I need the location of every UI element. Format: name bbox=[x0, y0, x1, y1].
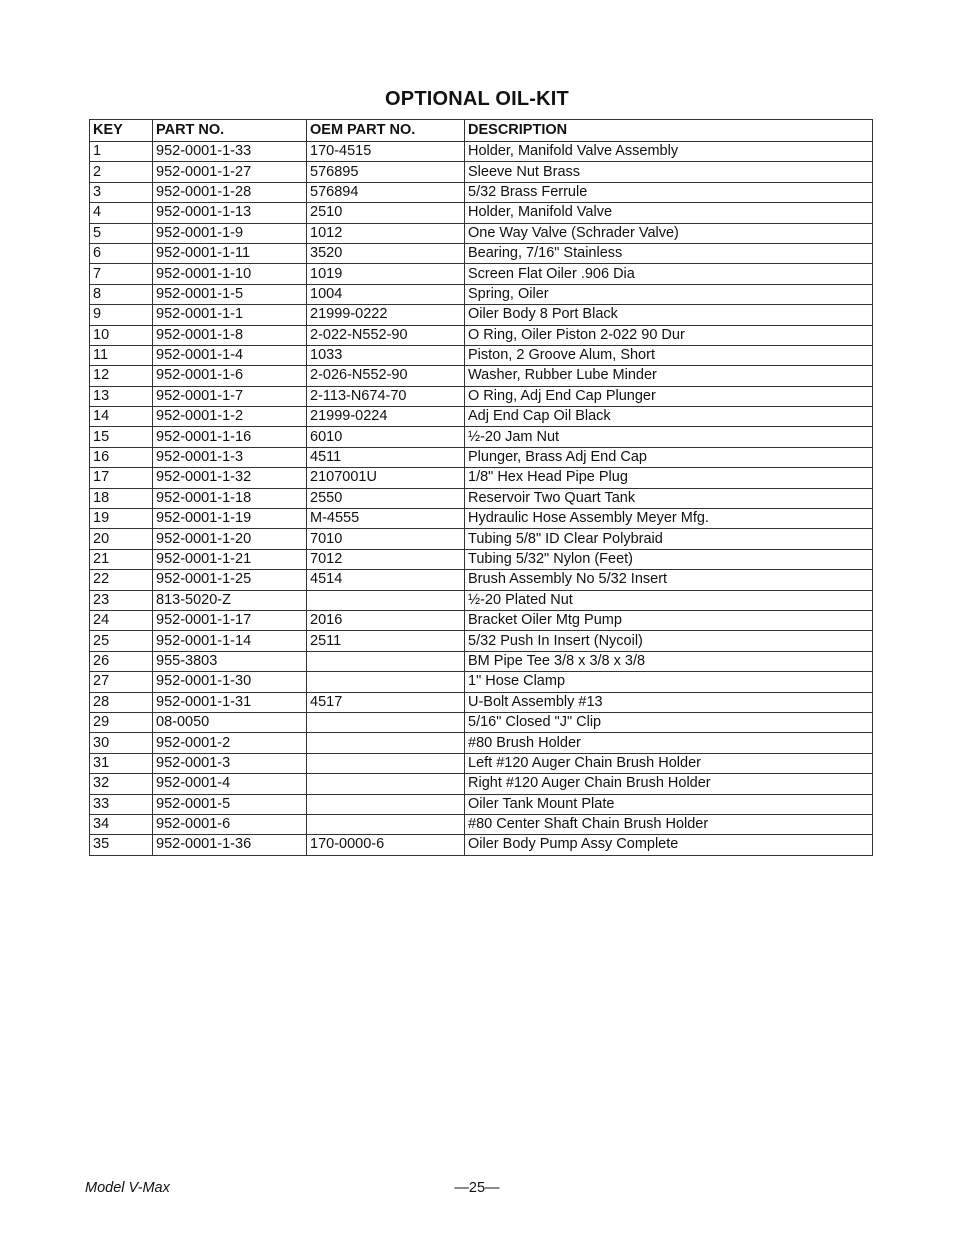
cell-description: O Ring, Oiler Piston 2-022 90 Dur bbox=[465, 325, 873, 345]
cell-oem-part-no: 7010 bbox=[307, 529, 465, 549]
cell-part-no: 952-0001-1-28 bbox=[153, 182, 307, 202]
cell-description: Washer, Rubber Lube Minder bbox=[465, 366, 873, 386]
parts-table bbox=[89, 119, 873, 856]
cell-part-no: 952-0001-1-16 bbox=[153, 427, 307, 447]
cell-oem-part-no bbox=[307, 794, 465, 814]
cell-oem-part-no: 2107001U bbox=[307, 468, 465, 488]
cell-key: 18 bbox=[90, 488, 153, 508]
cell-part-no: 952-0001-1-27 bbox=[153, 162, 307, 182]
cell-description: Oiler Tank Mount Plate bbox=[465, 794, 873, 814]
table-row bbox=[90, 142, 873, 162]
cell-key: 32 bbox=[90, 774, 153, 794]
cell-key: 7 bbox=[90, 264, 153, 284]
table-row bbox=[90, 223, 873, 243]
cell-oem-part-no: 21999-0222 bbox=[307, 305, 465, 325]
column-header-oem-part-no: OEM PART NO. bbox=[307, 120, 465, 142]
cell-part-no: 952-0001-1-13 bbox=[153, 203, 307, 223]
cell-oem-part-no: 7012 bbox=[307, 549, 465, 569]
table-row bbox=[90, 529, 873, 549]
parts-table-body bbox=[90, 142, 873, 856]
cell-part-no: 955-3803 bbox=[153, 651, 307, 671]
cell-description: 1/8" Hex Head Pipe Plug bbox=[465, 468, 873, 488]
table-row bbox=[90, 509, 873, 529]
cell-oem-part-no: 2-026-N552-90 bbox=[307, 366, 465, 386]
cell-description: Holder, Manifold Valve Assembly bbox=[465, 142, 873, 162]
cell-part-no: 952-0001-1-6 bbox=[153, 366, 307, 386]
cell-key: 29 bbox=[90, 712, 153, 732]
cell-key: 31 bbox=[90, 753, 153, 773]
table-row bbox=[90, 570, 873, 590]
table-row bbox=[90, 243, 873, 263]
cell-key: 8 bbox=[90, 284, 153, 304]
cell-description: BM Pipe Tee 3/8 x 3/8 x 3/8 bbox=[465, 651, 873, 671]
cell-part-no: 952-0001-1-33 bbox=[153, 142, 307, 162]
cell-part-no: 952-0001-1-8 bbox=[153, 325, 307, 345]
cell-oem-part-no: 4517 bbox=[307, 692, 465, 712]
cell-key: 30 bbox=[90, 733, 153, 753]
cell-description: Tubing 5/32" Nylon (Feet) bbox=[465, 549, 873, 569]
table-row bbox=[90, 203, 873, 223]
footer-model: Model V-Max bbox=[85, 1180, 170, 1196]
cell-description: ½-20 Plated Nut bbox=[465, 590, 873, 610]
cell-key: 17 bbox=[90, 468, 153, 488]
cell-key: 35 bbox=[90, 835, 153, 855]
cell-key: 2 bbox=[90, 162, 153, 182]
cell-description: O Ring, Adj End Cap Plunger bbox=[465, 386, 873, 406]
table-row bbox=[90, 468, 873, 488]
cell-key: 15 bbox=[90, 427, 153, 447]
cell-oem-part-no: 1004 bbox=[307, 284, 465, 304]
cell-key: 9 bbox=[90, 305, 153, 325]
table-row bbox=[90, 549, 873, 569]
table-row bbox=[90, 407, 873, 427]
cell-description: Hydraulic Hose Assembly Meyer Mfg. bbox=[465, 509, 873, 529]
cell-oem-part-no bbox=[307, 590, 465, 610]
table-row bbox=[90, 610, 873, 630]
cell-oem-part-no: 2-022-N552-90 bbox=[307, 325, 465, 345]
cell-key: 19 bbox=[90, 509, 153, 529]
cell-description: Left #120 Auger Chain Brush Holder bbox=[465, 753, 873, 773]
cell-part-no: 952-0001-4 bbox=[153, 774, 307, 794]
cell-description: Right #120 Auger Chain Brush Holder bbox=[465, 774, 873, 794]
cell-description: #80 Center Shaft Chain Brush Holder bbox=[465, 814, 873, 834]
cell-oem-part-no bbox=[307, 814, 465, 834]
cell-key: 21 bbox=[90, 549, 153, 569]
cell-key: 34 bbox=[90, 814, 153, 834]
cell-description: Adj End Cap Oil Black bbox=[465, 407, 873, 427]
cell-key: 6 bbox=[90, 243, 153, 263]
table-row bbox=[90, 488, 873, 508]
cell-description: Screen Flat Oiler .906 Dia bbox=[465, 264, 873, 284]
table-row bbox=[90, 447, 873, 467]
table-row bbox=[90, 794, 873, 814]
cell-part-no: 952-0001-1-10 bbox=[153, 264, 307, 284]
cell-key: 20 bbox=[90, 529, 153, 549]
cell-part-no: 08-0050 bbox=[153, 712, 307, 732]
cell-oem-part-no: 2511 bbox=[307, 631, 465, 651]
cell-part-no: 952-0001-1-4 bbox=[153, 345, 307, 365]
cell-part-no: 952-0001-1-25 bbox=[153, 570, 307, 590]
cell-oem-part-no: 2-113-N674-70 bbox=[307, 386, 465, 406]
cell-description: Spring, Oiler bbox=[465, 284, 873, 304]
cell-key: 33 bbox=[90, 794, 153, 814]
table-row bbox=[90, 264, 873, 284]
cell-part-no: 952-0001-5 bbox=[153, 794, 307, 814]
cell-part-no: 952-0001-3 bbox=[153, 753, 307, 773]
cell-part-no: 952-0001-1-3 bbox=[153, 447, 307, 467]
cell-description: ½-20 Jam Nut bbox=[465, 427, 873, 447]
cell-part-no: 952-0001-1-14 bbox=[153, 631, 307, 651]
table-row bbox=[90, 672, 873, 692]
table-row bbox=[90, 651, 873, 671]
cell-description: Piston, 2 Groove Alum, Short bbox=[465, 345, 873, 365]
cell-key: 25 bbox=[90, 631, 153, 651]
cell-oem-part-no: 170-0000-6 bbox=[307, 835, 465, 855]
table-row bbox=[90, 427, 873, 447]
column-header-part-no: PART NO. bbox=[153, 120, 307, 142]
cell-part-no: 952-0001-1-11 bbox=[153, 243, 307, 263]
cell-key: 13 bbox=[90, 386, 153, 406]
cell-key: 4 bbox=[90, 203, 153, 223]
table-row bbox=[90, 305, 873, 325]
cell-part-no: 952-0001-1-2 bbox=[153, 407, 307, 427]
cell-key: 23 bbox=[90, 590, 153, 610]
cell-description: Plunger, Brass Adj End Cap bbox=[465, 447, 873, 467]
cell-oem-part-no: 1019 bbox=[307, 264, 465, 284]
cell-description: Oiler Body Pump Assy Complete bbox=[465, 835, 873, 855]
cell-part-no: 952-0001-1-1 bbox=[153, 305, 307, 325]
cell-oem-part-no: 2550 bbox=[307, 488, 465, 508]
cell-oem-part-no: 1012 bbox=[307, 223, 465, 243]
table-header-row bbox=[90, 120, 873, 142]
cell-oem-part-no: 4511 bbox=[307, 447, 465, 467]
table-row bbox=[90, 631, 873, 651]
cell-oem-part-no: 3520 bbox=[307, 243, 465, 263]
cell-description: One Way Valve (Schrader Valve) bbox=[465, 223, 873, 243]
page-number: —25— bbox=[454, 1180, 500, 1196]
table-row bbox=[90, 835, 873, 855]
cell-oem-part-no: 2510 bbox=[307, 203, 465, 223]
cell-key: 3 bbox=[90, 182, 153, 202]
cell-oem-part-no bbox=[307, 753, 465, 773]
cell-key: 5 bbox=[90, 223, 153, 243]
table-row bbox=[90, 814, 873, 834]
cell-key: 16 bbox=[90, 447, 153, 467]
table-row bbox=[90, 692, 873, 712]
cell-description: Tubing 5/8" ID Clear Polybraid bbox=[465, 529, 873, 549]
table-row bbox=[90, 182, 873, 202]
cell-oem-part-no: 6010 bbox=[307, 427, 465, 447]
cell-part-no: 952-0001-1-32 bbox=[153, 468, 307, 488]
cell-description: 1" Hose Clamp bbox=[465, 672, 873, 692]
table-row bbox=[90, 366, 873, 386]
cell-oem-part-no bbox=[307, 672, 465, 692]
cell-description: U-Bolt Assembly #13 bbox=[465, 692, 873, 712]
cell-oem-part-no: 2016 bbox=[307, 610, 465, 630]
cell-part-no: 952-0001-1-5 bbox=[153, 284, 307, 304]
table-row bbox=[90, 162, 873, 182]
cell-key: 1 bbox=[90, 142, 153, 162]
table-row bbox=[90, 325, 873, 345]
cell-oem-part-no: 576895 bbox=[307, 162, 465, 182]
cell-oem-part-no: 170-4515 bbox=[307, 142, 465, 162]
cell-description: 5/16" Closed "J" Clip bbox=[465, 712, 873, 732]
cell-description: 5/32 Brass Ferrule bbox=[465, 182, 873, 202]
table-row bbox=[90, 590, 873, 610]
cell-oem-part-no: 576894 bbox=[307, 182, 465, 202]
cell-part-no: 952-0001-6 bbox=[153, 814, 307, 834]
cell-description: Reservoir Two Quart Tank bbox=[465, 488, 873, 508]
cell-key: 12 bbox=[90, 366, 153, 386]
cell-key: 28 bbox=[90, 692, 153, 712]
cell-key: 26 bbox=[90, 651, 153, 671]
cell-oem-part-no: 21999-0224 bbox=[307, 407, 465, 427]
cell-description: Bearing, 7/16" Stainless bbox=[465, 243, 873, 263]
table-row bbox=[90, 712, 873, 732]
page-title: OPTIONAL OIL-KIT bbox=[385, 88, 569, 110]
cell-part-no: 952-0001-1-17 bbox=[153, 610, 307, 630]
cell-part-no: 952-0001-1-7 bbox=[153, 386, 307, 406]
cell-description: Sleeve Nut Brass bbox=[465, 162, 873, 182]
table-row bbox=[90, 386, 873, 406]
cell-key: 14 bbox=[90, 407, 153, 427]
cell-part-no: 952-0001-1-18 bbox=[153, 488, 307, 508]
cell-part-no: 952-0001-1-36 bbox=[153, 835, 307, 855]
cell-key: 24 bbox=[90, 610, 153, 630]
table-row bbox=[90, 284, 873, 304]
cell-oem-part-no: 1033 bbox=[307, 345, 465, 365]
cell-oem-part-no bbox=[307, 774, 465, 794]
cell-oem-part-no: 4514 bbox=[307, 570, 465, 590]
cell-description: Holder, Manifold Valve bbox=[465, 203, 873, 223]
cell-description: Brush Assembly No 5/32 Insert bbox=[465, 570, 873, 590]
table-row bbox=[90, 345, 873, 365]
cell-oem-part-no bbox=[307, 712, 465, 732]
cell-part-no: 952-0001-1-19 bbox=[153, 509, 307, 529]
table-row bbox=[90, 753, 873, 773]
cell-key: 22 bbox=[90, 570, 153, 590]
table-row bbox=[90, 733, 873, 753]
cell-part-no: 952-0001-1-20 bbox=[153, 529, 307, 549]
column-header-description: DESCRIPTION bbox=[465, 120, 873, 142]
cell-description: Oiler Body 8 Port Black bbox=[465, 305, 873, 325]
cell-part-no: 952-0001-2 bbox=[153, 733, 307, 753]
cell-description: 5/32 Push In Insert (Nycoil) bbox=[465, 631, 873, 651]
cell-description: #80 Brush Holder bbox=[465, 733, 873, 753]
cell-key: 11 bbox=[90, 345, 153, 365]
column-header-key: KEY bbox=[90, 120, 153, 142]
cell-part-no: 952-0001-1-30 bbox=[153, 672, 307, 692]
cell-key: 10 bbox=[90, 325, 153, 345]
cell-part-no: 952-0001-1-31 bbox=[153, 692, 307, 712]
cell-part-no: 952-0001-1-9 bbox=[153, 223, 307, 243]
cell-part-no: 952-0001-1-21 bbox=[153, 549, 307, 569]
table-row bbox=[90, 774, 873, 794]
cell-part-no: 813-5020-Z bbox=[153, 590, 307, 610]
cell-oem-part-no bbox=[307, 651, 465, 671]
cell-oem-part-no: M-4555 bbox=[307, 509, 465, 529]
cell-description: Bracket Oiler Mtg Pump bbox=[465, 610, 873, 630]
cell-oem-part-no bbox=[307, 733, 465, 753]
cell-key: 27 bbox=[90, 672, 153, 692]
